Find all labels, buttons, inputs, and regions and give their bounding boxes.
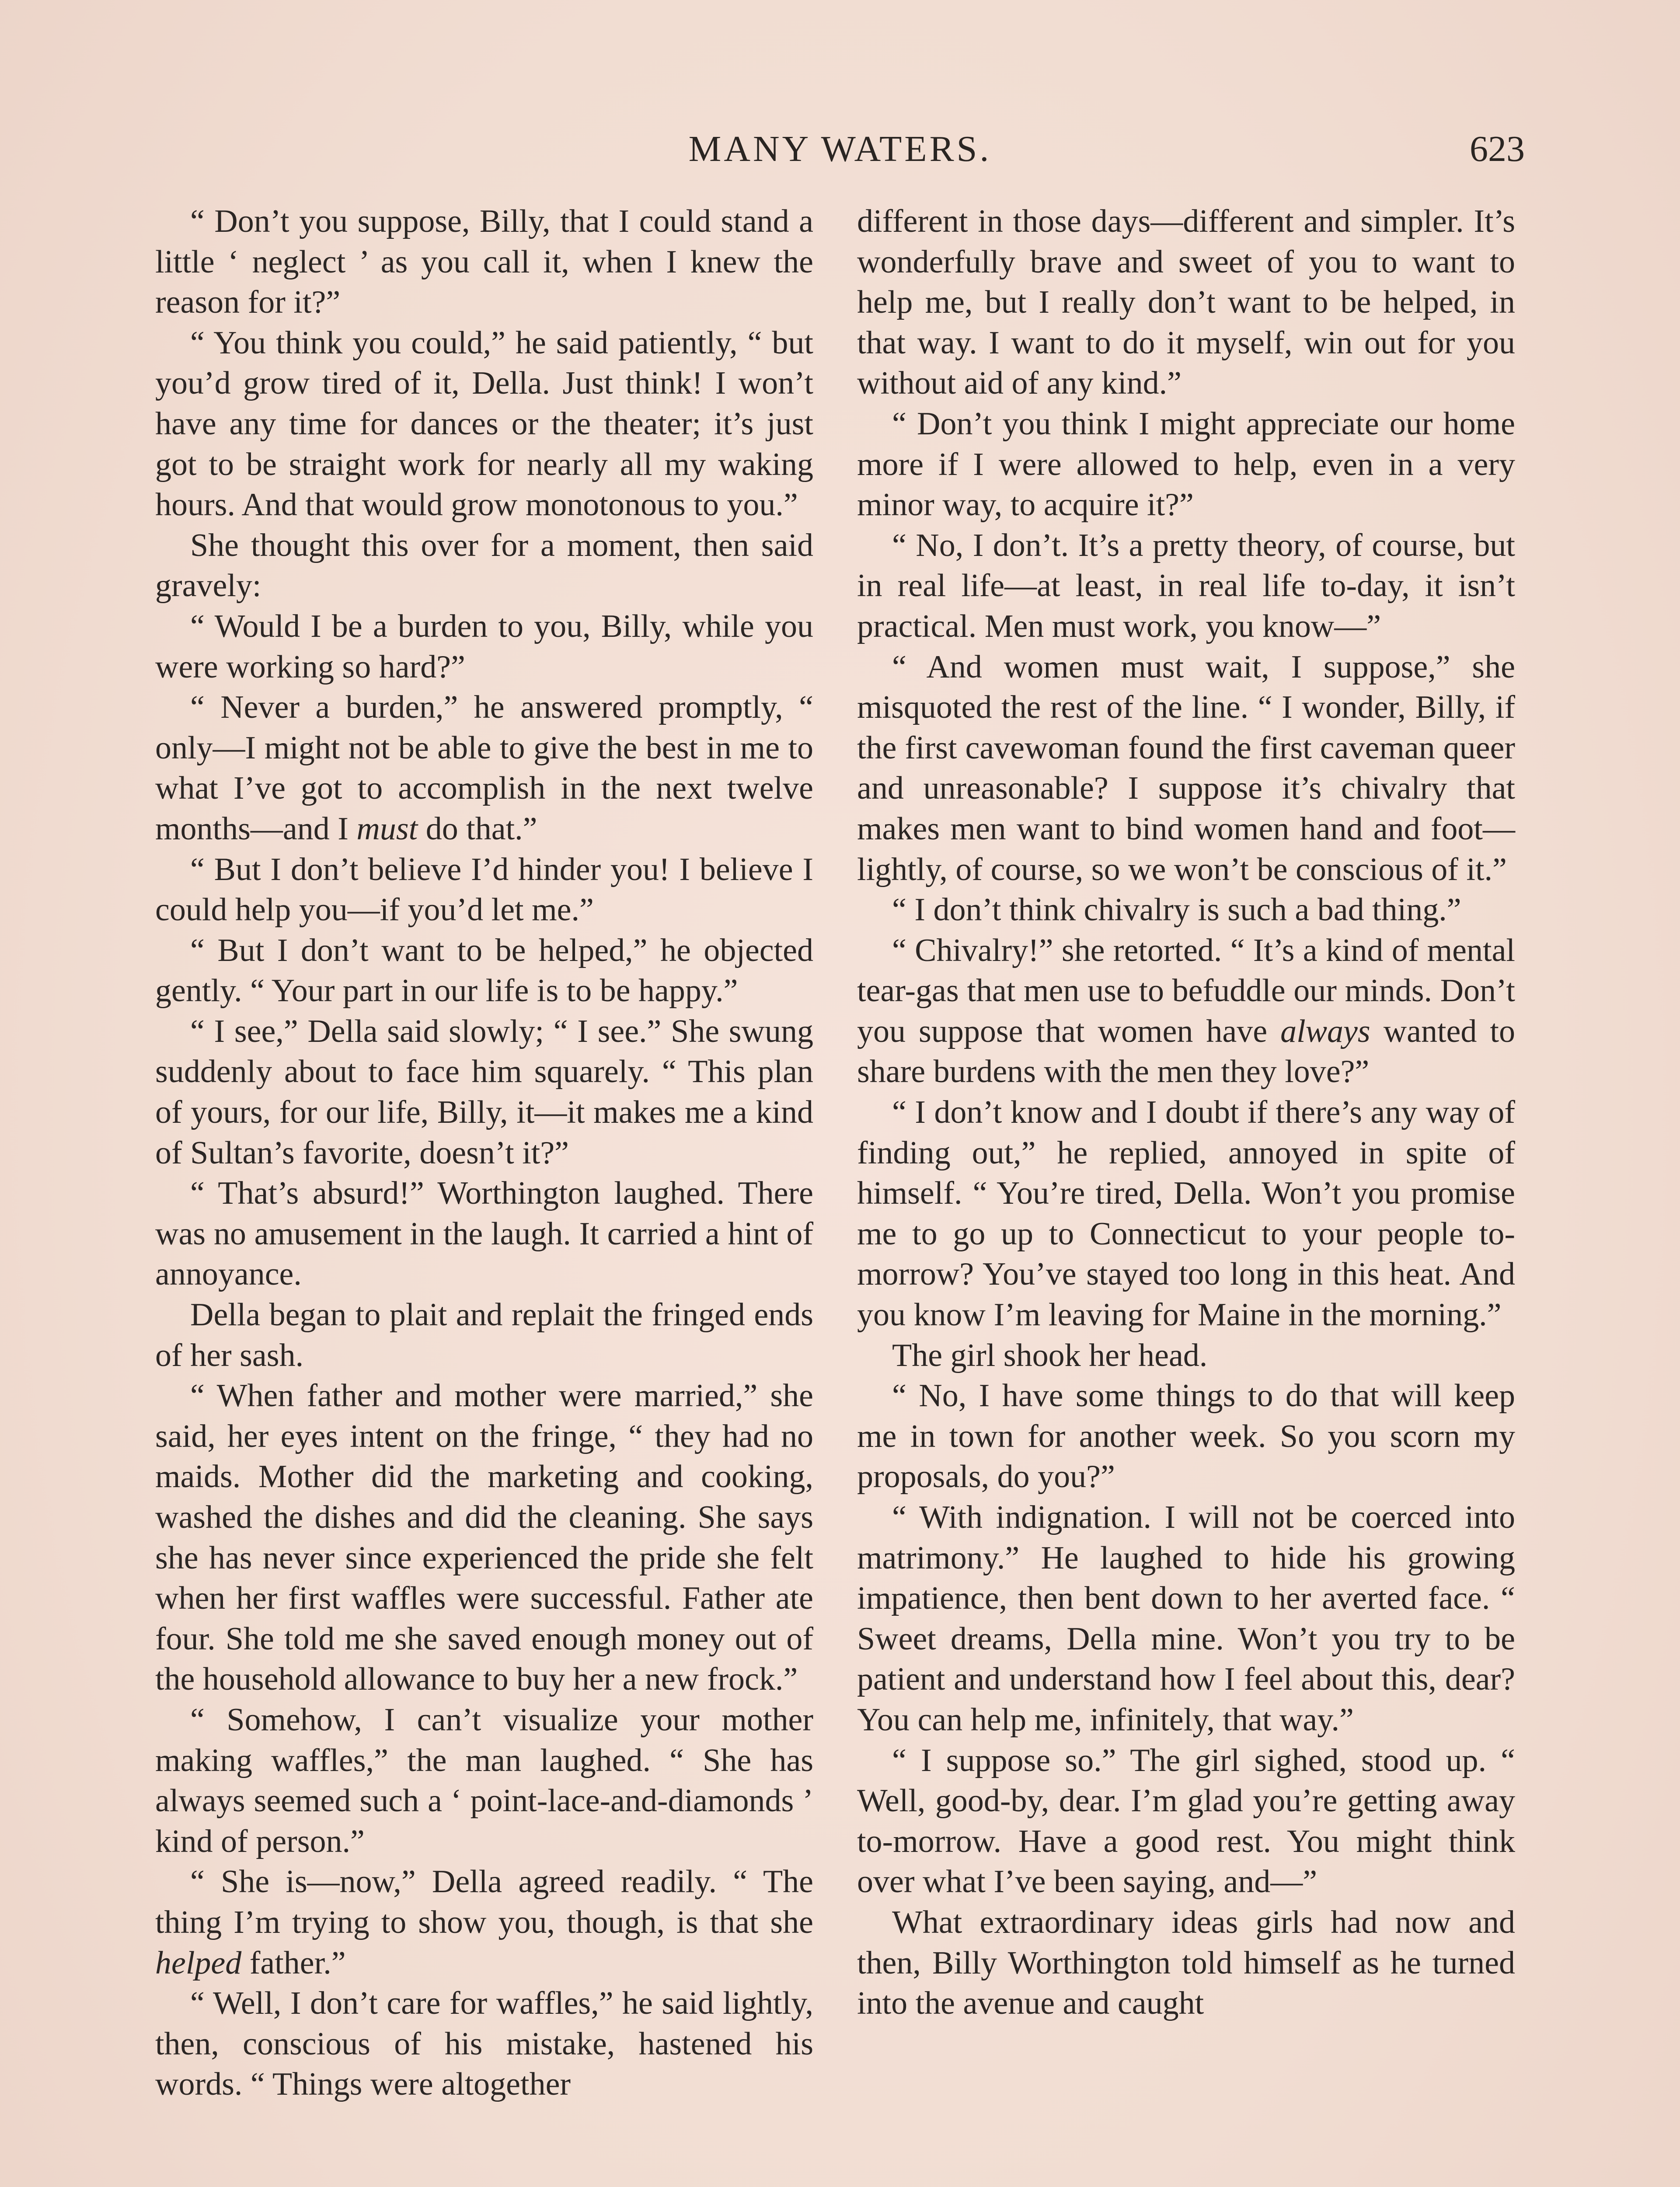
paragraph <box>857 1740 1515 1902</box>
paragraph-text: “ She is—now,” Della agreed readily. “ The thing I’m trying to show you, though, is that she <box>155 1864 813 1940</box>
paragraph <box>155 1983 813 2105</box>
paragraph-text: “ No, I have some things to do that will keep me in town for another week. So you scorn my proposals, do you?” <box>857 1378 1515 1495</box>
page-number: 623 <box>1470 129 1525 169</box>
paragraph-text: “ Somehow, I can’t visualize your mother making waffles,” the man laughed. “ She has always seemed such a ‘ point-lace-and-diamonds ’ kind of person.” <box>155 1701 813 1859</box>
paragraph <box>857 1497 1515 1740</box>
paragraph-text: “ Don’t you suppose, Billy, that I could stand a little ‘ neglect ’ as you call it, when I knew the reason for it?” <box>155 203 813 321</box>
paragraph <box>155 323 813 525</box>
paragraph <box>857 890 1515 930</box>
paragraph <box>155 1173 813 1295</box>
paragraph <box>857 930 1515 1092</box>
paragraph-text: “ I suppose so.” The girl sighed, stood up. “ Well, good-by, dear. I’m glad you’re getting away to-morrow. Have a good rest. You might think over what I’ve been saying, and—” <box>857 1742 1515 1900</box>
paragraph-text: “ I see,” Della said slowly; “ I see.” She swung suddenly about to face him squarely. “ This plan of yours, for our life, Billy, it—it makes me a kind of Sultan’s favorite, doesn’t it?” <box>155 1013 813 1171</box>
paragraph <box>155 687 813 849</box>
paragraph-text: “ And women must wait, I suppose,” she misquoted the rest of the line. “ I wonder, Billy, if the first cavewoman found the first caveman queer and unreasonable? I suppose it’s chivalry that makes men want to bind women hand and foot—lightly, of course, so we won’t be conscious of it.” <box>857 649 1515 887</box>
paragraph-text: “ But I don’t believe I’d hinder you! I believe I could help you—if you’d let me.” <box>155 851 813 928</box>
paragraph <box>155 1862 813 1983</box>
paragraph-text: “ But I don’t want to be helped,” he objected gently. “ Your part in our life is to be happy.” <box>155 932 813 1009</box>
paragraph <box>857 1335 1515 1376</box>
paragraph <box>857 525 1515 647</box>
running-title: MANY WATERS. <box>688 129 992 169</box>
paragraph-text: “ I don’t know and I doubt if there’s any way of finding out,” he replied, annoyed in spite of himself. “ You’re tired, Della. Won’t you promise me to go up to Connecticut to your people to-morrow? You’ve stayed too long in this heat. And you know I’m leaving for Maine in the morning.” <box>857 1094 1515 1333</box>
paragraph <box>155 1011 813 1173</box>
paragraph-text: “ With indignation. I will not be coerced into matrimony.” He laughed to hide his growing impatience, then bent down to her averted face. “ Sweet dreams, Della mine. Won’t you try to be patient and understand how I feel about this, dear? You can help me, infinitely, that way.” <box>857 1499 1515 1738</box>
paragraph <box>857 404 1515 525</box>
paragraph <box>857 1092 1515 1335</box>
paragraph-text: “ You think you could,” he said patiently, “ but you’d grow tired of it, Della. Just think! I won’t have any time for dances or the theater; it’s just got to be straight work for nearly all my waking hours. And that would grow monotonous to you.” <box>155 325 813 523</box>
paragraph <box>857 1902 1515 2024</box>
paragraph <box>155 1295 813 1376</box>
paragraph <box>857 647 1515 890</box>
paragraph-text: “ I don’t think chivalry is such a bad thing.” <box>892 892 1461 928</box>
left-text-column <box>155 201 813 2105</box>
paragraph <box>155 525 813 606</box>
paragraph-text: “ Well, I don’t care for waffles,” he said lightly, then, conscious of his mistake, hastened his words. “ Things were altogether <box>155 1985 813 2103</box>
paragraph-text: do that.” <box>418 811 537 847</box>
paragraph-text: She thought this over for a moment, then said gravely: <box>155 527 813 604</box>
paragraph <box>155 930 813 1011</box>
paragraph-text: “ Would I be a burden to you, Billy, while you were working so hard?” <box>155 608 813 685</box>
paragraph-text: father.” <box>241 1945 346 1981</box>
paragraph-text: Della began to plait and replait the fringed ends of her sash. <box>155 1297 813 1373</box>
paragraph <box>155 1700 813 1862</box>
paragraph-text: What extraordinary ideas girls had now and then, Billy Worthington told himself as he turned into the avenue and caught <box>857 1904 1515 2022</box>
paragraph-text: different in those days—different and simpler. It’s wonderfully brave and sweet of you to want to help me, but I really don’t want to be helped, in that way. I want to do it myself, win out for you without aid of any kind.” <box>857 203 1515 402</box>
paragraph <box>155 606 813 687</box>
paragraph <box>857 201 1515 404</box>
paragraph <box>155 201 813 323</box>
paragraph <box>857 1376 1515 1497</box>
paragraph-text: “ Chivalry!” she retorted. “ It’s a kind of mental tear-gas that men use to befuddle our minds. Don’t you suppose that women have <box>857 932 1515 1049</box>
right-text-column <box>857 201 1515 2024</box>
paragraph <box>155 1376 813 1700</box>
emphasis-text: must <box>356 811 418 847</box>
paragraph-text: The girl shook her head. <box>892 1337 1208 1373</box>
paragraph-text: “ That’s absurd!” Worthington laughed. There was no amusement in the laugh. It carried a hint of annoyance. <box>155 1175 813 1293</box>
paragraph-text: “ No, I don’t. It’s a pretty theory, of course, but in real life—at least, in real life to-day, it isn’t practical. Men must work, you know—” <box>857 527 1515 644</box>
emphasis-text: helped <box>155 1945 242 1981</box>
emphasis-text: always <box>1280 1013 1370 1049</box>
paragraph-text: “ Don’t you think I might appreciate our home more if I were allowed to help, even in a very minor way, to acquire it?” <box>857 405 1515 523</box>
paragraph-text: “ When father and mother were married,” she said, her eyes intent on the fringe, “ they had no maids. Mother did the marketing and cooking, washed the dishes and did the cleaning. She says she has never since experienced the pride she felt when her first waffles were successful. Father ate four. She told me she saved enough money out of the household allowance to buy her a new frock.” <box>155 1378 813 1698</box>
paragraph-text: wanted to share burdens with the men they love?” <box>857 1013 1515 1090</box>
paragraph-text: “ Never a burden,” he answered promptly, “ only—I might not be able to give the best in me to what I’ve got to accomplish in the next twelve months—and I <box>155 689 813 847</box>
paragraph <box>155 849 813 930</box>
